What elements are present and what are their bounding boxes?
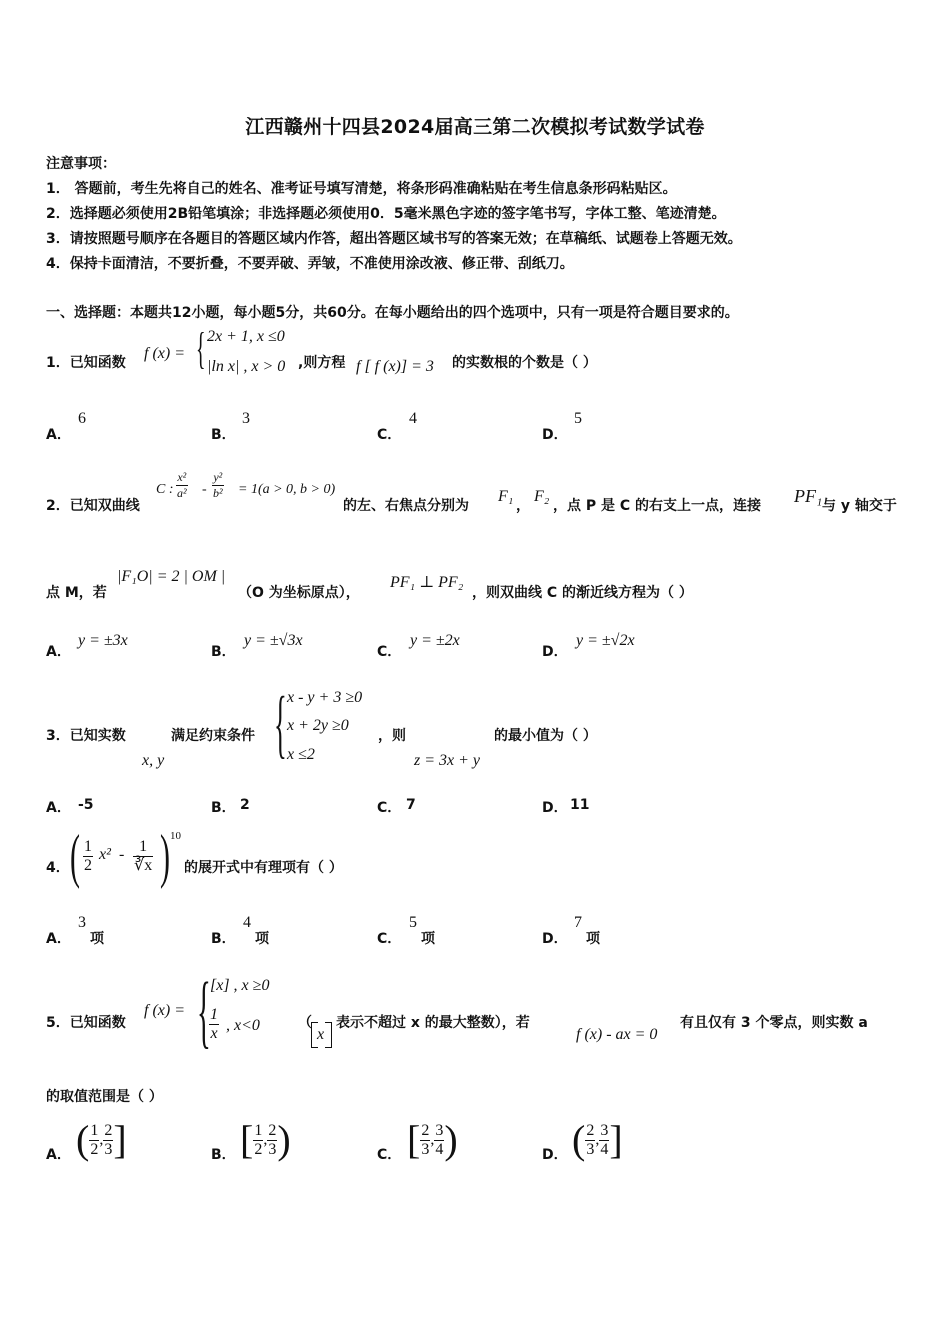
left-brace: { <box>274 682 287 766</box>
x-squared: x² <box>99 846 111 863</box>
numerator: 2 <box>268 1121 277 1139</box>
notice-item: 2．选择题必须使用2B铅笔填涂；非选择题必须使用0．5毫米黑色字迹的签字笔书写，字体工整、笔迹清楚。 <box>46 206 726 222</box>
numerator: 1 <box>90 1121 99 1139</box>
option-interval: [ $\frac{1}{2}$ , $\frac{2}{3}$ ) <box>240 1117 291 1162</box>
option-label: D． <box>542 931 568 947</box>
question-text: ,则方程 <box>298 355 346 371</box>
minus: - <box>119 846 125 863</box>
numerator: 2 <box>421 1121 430 1139</box>
numerator: x² <box>177 470 187 484</box>
interval-close: ] <box>113 1117 127 1162</box>
option-value: y = ±√3x <box>244 632 303 649</box>
option-unit: 项 <box>90 931 104 947</box>
option-interval: ( $\frac{2}{3}$ , $\frac{3}{4}$ ] <box>572 1117 623 1162</box>
question-text: 满足约束条件 <box>171 728 255 744</box>
case-2-cond: , x<0 <box>226 1017 260 1034</box>
question-text: 的实数根的个数是（ ） <box>452 355 597 371</box>
denominator: 3 <box>421 1140 430 1158</box>
fraction-y <box>212 470 224 501</box>
interval-close: ] <box>609 1117 623 1162</box>
option-value: 6 <box>78 410 86 427</box>
case-2-fraction <box>209 1006 219 1043</box>
question-text: 的左、右焦点分别为 <box>343 498 469 514</box>
interval-open: [ <box>407 1117 421 1162</box>
numerator: 1 <box>133 838 153 857</box>
denominator: 3 <box>104 1140 113 1158</box>
denominator: 3 <box>586 1140 595 1158</box>
question-prefix: 5．已知函数 <box>46 1015 126 1031</box>
function-lhs: f (x) = <box>144 1002 185 1019</box>
fraction-x <box>176 470 188 501</box>
case-2: |ln x| , x > 0 <box>207 358 286 375</box>
numerator: y² <box>213 470 223 484</box>
question-prefix: 2．已知双曲线 <box>46 498 140 514</box>
variables: x, y <box>142 752 165 769</box>
option-label: D． <box>542 800 568 816</box>
question-text: ，点 P 是 C 的右支上一点，连接 <box>553 498 762 514</box>
numerator: 2 <box>586 1121 595 1139</box>
equation: f [ f (x)] = 3 <box>356 358 434 375</box>
denominator: 4 <box>435 1140 444 1158</box>
interval-open: ( <box>572 1117 586 1162</box>
question-text: ， <box>516 498 530 514</box>
question-text: 的取值范围是（ ） <box>46 1089 163 1105</box>
notice-item: 1． 答题前，考生先将自己的姓名、准考证号填写清楚，将条形码准确粘贴在考生信息条形码粘贴区。 <box>46 181 677 197</box>
notice-item: 3．请按照题号顺序在各题目的答题区域内作答，超出答题区域书写的答案无效；在草稿纸、试题卷上答题无效。 <box>46 231 742 247</box>
option-value: 11 <box>570 797 590 813</box>
option-value: 7 <box>574 914 582 931</box>
option-label: D． <box>542 427 568 443</box>
option-label: A． <box>46 800 71 816</box>
interval-open: [ <box>240 1117 254 1162</box>
option-label: C． <box>377 931 402 947</box>
numerator: 2 <box>104 1121 113 1139</box>
option-label: A． <box>46 427 71 443</box>
option-label: C． <box>377 644 402 660</box>
numerator: 1 <box>254 1121 263 1139</box>
section-heading: 一、选择题：本题共12小题，每小题5分，共60分。在每小题给出的四个选项中，只有一项是符合题目要求的。 <box>46 305 739 321</box>
option-label: D． <box>542 1147 568 1163</box>
interval-close: ) <box>277 1117 291 1162</box>
option-label: A． <box>46 931 71 947</box>
objective: z = 3x + y <box>414 752 481 769</box>
question-text: （O 为坐标原点）， <box>238 585 360 601</box>
floor-bracket-right <box>325 1022 332 1048</box>
option-label: B． <box>211 800 236 816</box>
denominator: b² <box>213 486 223 500</box>
denominator: 2 <box>90 1140 99 1158</box>
option-label: B． <box>211 427 236 443</box>
option-value: 7 <box>406 797 416 813</box>
perpendicular: PF₁ ⊥ PF₂ <box>390 574 464 591</box>
notice-heading: 注意事项： <box>46 156 116 172</box>
option-value: 4 <box>243 914 251 931</box>
function-lhs: f (x) = <box>144 345 185 362</box>
option-label: C． <box>377 800 402 816</box>
question-prefix: 1．已知函数 <box>46 355 126 371</box>
option-value: 3 <box>242 410 250 427</box>
option-label: A． <box>46 1147 71 1163</box>
constraint-1: x - y + 3 ≥0 <box>287 689 363 706</box>
interval-close: ) <box>444 1117 458 1162</box>
minus: - <box>202 482 207 497</box>
numerator: 1 <box>84 838 92 855</box>
segment-pf1: PF₁ <box>794 486 823 506</box>
question-text: 与 y 轴交于 <box>822 498 897 514</box>
question-text: ，则双曲线 C 的渐近线方程为（ ） <box>472 585 693 601</box>
question-text: 表示不超过 x 的最大整数），若 <box>336 1015 530 1031</box>
numerator: 1 <box>210 1006 218 1023</box>
page-title: 江西赣州十四县2024届高三第二次模拟考试数学试卷 <box>245 116 705 138</box>
left-brace: { <box>197 965 211 1056</box>
focus-2: F₂ <box>534 488 550 505</box>
option-label: A． <box>46 644 71 660</box>
exponent: 10 <box>170 830 181 842</box>
option-value: y = ±√2x <box>576 632 635 649</box>
numerator: 3 <box>600 1121 609 1139</box>
focus-1: F₁ <box>498 488 514 505</box>
question-prefix: 4． <box>46 860 70 876</box>
notice-item: 4．保持卡面清洁，不要折叠，不要弄破、弄皱，不准使用涂改液、修正带、刮纸刀。 <box>46 256 574 272</box>
left-brace: { <box>196 324 206 373</box>
option-value: y = ±2x <box>410 632 460 649</box>
denominator: ∛x <box>134 857 153 874</box>
option-interval: [ $\frac{2}{3}$ , $\frac{3}{4}$ ) <box>407 1117 458 1162</box>
right-paren: ) <box>160 823 170 889</box>
denominator: 2 <box>254 1140 263 1158</box>
option-value: 5 <box>409 914 417 931</box>
interval-open: ( <box>76 1117 90 1162</box>
option-value: 3 <box>78 914 86 931</box>
question-prefix: 3．已知实数 <box>46 728 126 744</box>
option-label: C． <box>377 1147 402 1163</box>
case-1: [x] , x ≥0 <box>210 977 270 994</box>
question-text: 点 M，若 <box>46 585 107 601</box>
option-value: y = ±3x <box>78 632 128 649</box>
question-text: 有且仅有 3 个零点，则实数 a <box>680 1015 868 1031</box>
constraint-3: x ≤2 <box>287 746 315 763</box>
question-text: 的最小值为（ ） <box>494 728 597 744</box>
question-text: 的展开式中有理项有（ ） <box>184 860 343 876</box>
option-value: -5 <box>78 797 94 813</box>
option-interval: ( $\frac{1}{2}$ , $\frac{2}{3}$ ] <box>76 1117 127 1162</box>
option-label: B． <box>211 644 236 660</box>
left-paren: ( <box>70 823 80 889</box>
option-label: C． <box>377 427 402 443</box>
question-text: （ <box>298 1015 312 1031</box>
option-value: 4 <box>409 410 417 427</box>
fraction-half <box>83 838 93 875</box>
condition-2: |F₁O| = 2 | OM | <box>117 568 226 585</box>
floor-var: x <box>317 1026 325 1043</box>
condition: = 1(a > 0, b > 0) <box>238 482 336 497</box>
case-1: 2x + 1, x ≤0 <box>207 328 285 345</box>
option-value: 2 <box>240 797 250 813</box>
denominator: x <box>210 1025 218 1042</box>
fraction-root <box>133 838 153 875</box>
option-unit: 项 <box>421 931 435 947</box>
option-unit: 项 <box>586 931 600 947</box>
numerator: 3 <box>435 1121 444 1139</box>
denominator: 4 <box>600 1140 609 1158</box>
constraint-2: x + 2y ≥0 <box>287 717 349 734</box>
option-label: B． <box>211 931 236 947</box>
denominator: a² <box>177 486 187 500</box>
curve-label: C : <box>156 482 174 497</box>
option-unit: 项 <box>255 931 269 947</box>
equation: f (x) - ax = 0 <box>576 1026 658 1043</box>
option-value: 5 <box>574 410 582 427</box>
denominator: 2 <box>84 857 92 874</box>
denominator: 3 <box>268 1140 277 1158</box>
option-label: D． <box>542 644 568 660</box>
option-label: B． <box>211 1147 236 1163</box>
question-text: ，则 <box>378 728 406 744</box>
